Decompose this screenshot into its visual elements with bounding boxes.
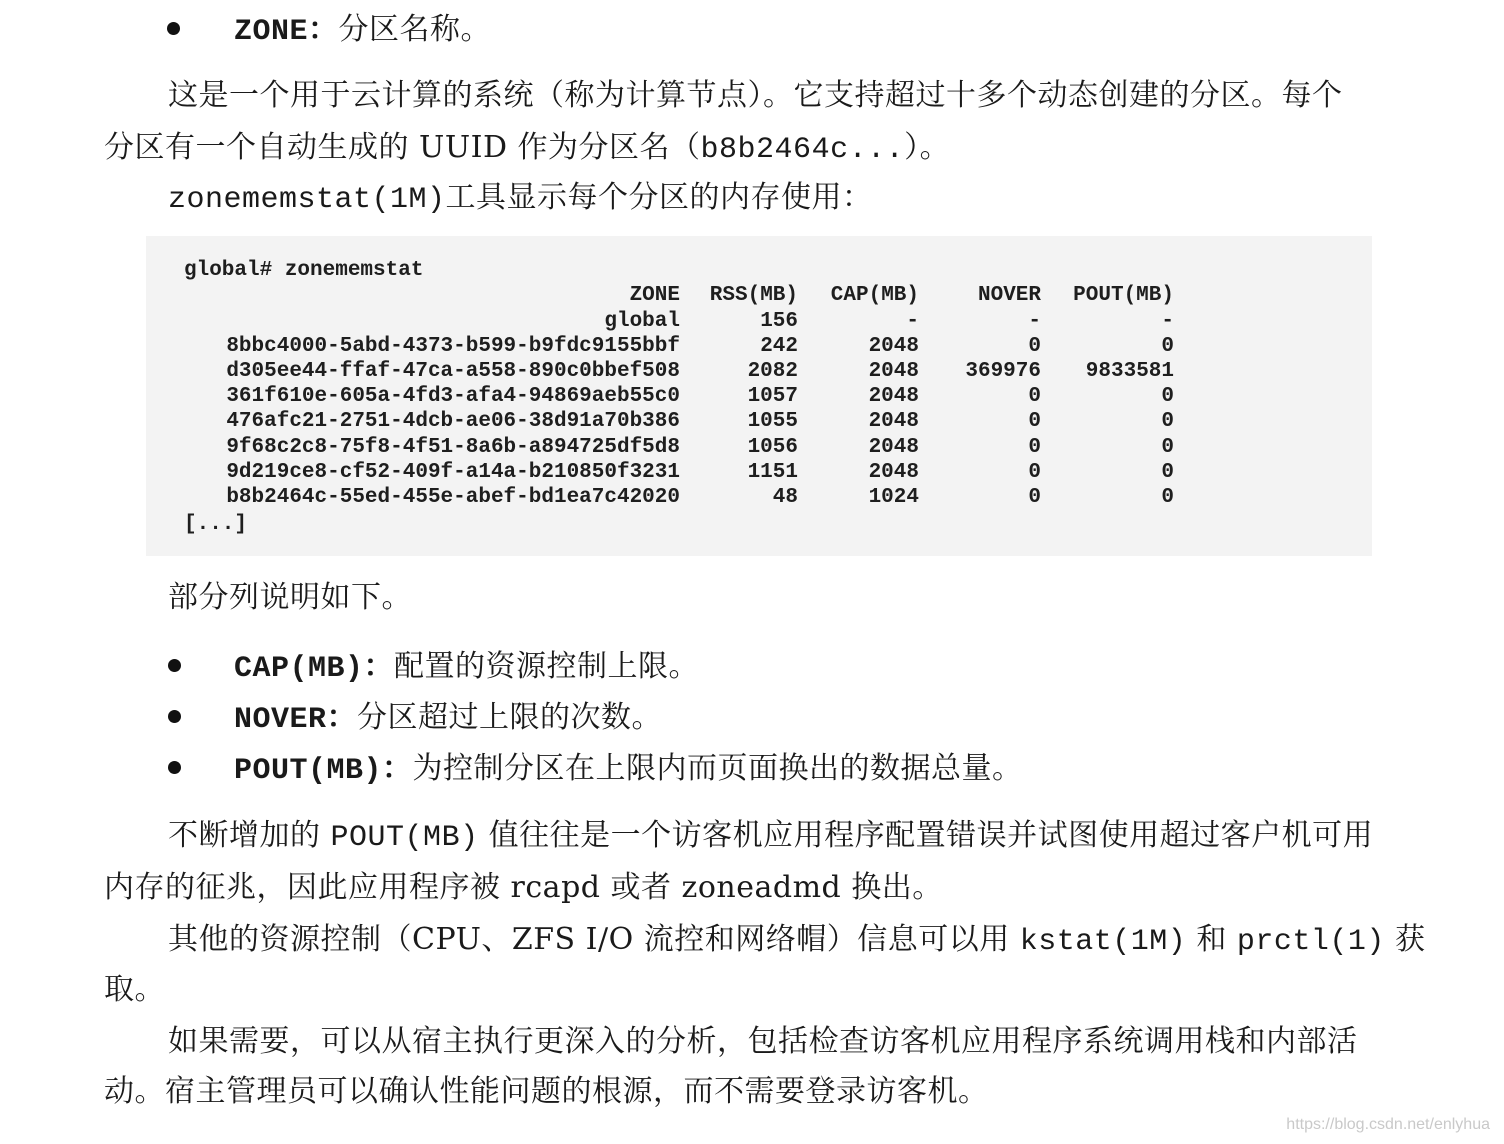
para3-line	[168, 578, 412, 618]
para4-text: 值往往是一个访客机应用程序配置错误并试图使用超过客户机可用	[478, 818, 1374, 853]
header-pout: POUT(MB)	[1073, 284, 1174, 307]
para3-text: 部分列说明如下。	[168, 580, 412, 615]
zone-cell: d305ee44-ffaf-47ca-a558-890c0bbef508	[226, 360, 680, 383]
para6-text: 动。宿主管理员可以确认性能问题的根源，而不需要登录访客机。	[104, 1074, 989, 1109]
para2-text: 工具显示每个分区的内存使用：	[445, 180, 873, 215]
bullet-term: ZONE：	[234, 15, 339, 49]
pout-cell: 0	[1161, 410, 1174, 433]
bullet-dot	[167, 22, 180, 35]
nover-cell: 0	[1028, 461, 1041, 484]
nover-cell: 0	[1028, 486, 1041, 509]
bullet-desc: 配置的资源控制上限。	[394, 649, 700, 684]
bullet-dot	[168, 710, 181, 723]
nover-cell: 0	[1028, 410, 1041, 433]
rss-cell: 156	[760, 310, 798, 333]
code-block	[146, 236, 1372, 556]
para4-line2	[104, 868, 943, 908]
pout-cell: 0	[1161, 461, 1174, 484]
para4-line1	[168, 816, 1373, 858]
bullet-desc: 分区名称。	[338, 12, 492, 47]
nover-cell: 0	[1028, 436, 1041, 459]
pout-cell: 0	[1161, 436, 1174, 459]
cap-cell: 2048	[868, 436, 919, 459]
cap-cell: -	[906, 310, 919, 333]
bullet-term: CAP(MB)：	[234, 652, 395, 686]
bullet-dot	[168, 659, 181, 672]
pout-cell: 0	[1161, 335, 1174, 358]
inline-code: POUT(MB)	[330, 821, 479, 855]
inline-code: prctl(1)	[1236, 925, 1385, 959]
pout-cell: 9833581	[1085, 360, 1174, 383]
cap-cell: 1024	[868, 486, 919, 509]
rss-cell: 1057	[747, 385, 798, 408]
header-rss: RSS(MB)	[709, 284, 798, 307]
para6-line1	[168, 1022, 1358, 1062]
para4-text: 内存的征兆，因此应用程序被 rcapd 或者 zoneadmd 换出。	[104, 870, 943, 905]
para5-text: 其他的资源控制（CPU、ZFS I/O 流控和网络帽）信息可以用	[168, 922, 1020, 957]
para5-text: 获	[1384, 922, 1426, 957]
watermark: https://blog.csdn.net/enlyhua	[1286, 1116, 1490, 1133]
bullet-desc: 为控制分区在上限内而页面换出的数据总量。	[412, 751, 1023, 786]
rss-cell: 2082	[747, 360, 798, 383]
para1-text: 这是一个用于云计算的系统（称为计算节点）。它支持超过十多个动态创建的分区。每个	[168, 78, 1343, 113]
para1-line2	[104, 128, 950, 170]
code-ellipsis: [...]	[184, 513, 248, 536]
code-prompt: global# zonememstat	[184, 259, 424, 282]
pout-cell: 0	[1161, 385, 1174, 408]
zone-cell: 9f68c2c8-75f8-4f51-8a6b-a894725df5d8	[226, 436, 680, 459]
para5-line1	[168, 920, 1425, 962]
header-cap: CAP(MB)	[830, 284, 919, 307]
bullet-cap	[234, 647, 699, 689]
rss-cell: 1056	[747, 436, 798, 459]
zone-cell: global	[604, 310, 680, 333]
zone-cell: 9d219ce8-cf52-409f-a14a-b210850f3231	[226, 461, 680, 484]
para1-text: 分区有一个自动生成的 UUID 作为分区名（	[104, 130, 701, 165]
rss-cell: 1151	[747, 461, 798, 484]
bullet-zone	[234, 10, 491, 52]
zone-cell: b8b2464c-55ed-455e-abef-bd1ea7c42020	[226, 486, 680, 509]
rss-cell: 48	[772, 486, 798, 509]
nover-cell: 369976	[965, 360, 1041, 383]
para5-line2	[104, 970, 165, 1010]
cap-cell: 2048	[868, 360, 919, 383]
rss-cell: 1055	[747, 410, 798, 433]
para1-line1	[168, 76, 1343, 116]
cap-cell: 2048	[868, 410, 919, 433]
inline-code: kstat(1M)	[1019, 925, 1187, 959]
para1-text: ）。	[904, 130, 951, 165]
nover-cell: -	[1028, 310, 1041, 333]
zone-cell: 8bbc4000-5abd-4373-b599-b9fdc9155bbf	[226, 335, 680, 358]
cap-cell: 2048	[868, 385, 919, 408]
rss-cell: 242	[760, 335, 798, 358]
bullet-desc: 分区超过上限的次数。	[357, 700, 663, 735]
para2-line	[168, 178, 873, 220]
bullet-dot	[168, 761, 181, 774]
para4-text: 不断增加的	[168, 818, 331, 853]
para5-text: 取。	[104, 972, 165, 1007]
nover-cell: 0	[1028, 335, 1041, 358]
pout-cell: 0	[1161, 486, 1174, 509]
bullet-term: POUT(MB)：	[234, 754, 413, 788]
para6-line2	[104, 1072, 989, 1112]
bullet-term: NOVER：	[234, 703, 358, 737]
cap-cell: 2048	[868, 335, 919, 358]
zone-cell: 476afc21-2751-4dcb-ae06-38d91a70b386	[226, 410, 680, 433]
inline-code: zonememstat(1M)	[168, 183, 446, 217]
header-nover: NOVER	[977, 284, 1041, 307]
bullet-nover	[234, 698, 662, 740]
header-zone: ZONE	[629, 284, 680, 307]
cap-cell: 2048	[868, 461, 919, 484]
zone-cell: 361f610e-605a-4fd3-afa4-94869aeb55c0	[226, 385, 680, 408]
para5-text: 和	[1186, 922, 1237, 957]
inline-code: b8b2464c...	[700, 133, 905, 167]
para6-text: 如果需要，可以从宿主执行更深入的分析，包括检查访客机应用程序系统调用栈和内部活	[168, 1024, 1358, 1059]
nover-cell: 0	[1028, 385, 1041, 408]
pout-cell: -	[1161, 310, 1174, 333]
bullet-pout	[234, 749, 1023, 791]
